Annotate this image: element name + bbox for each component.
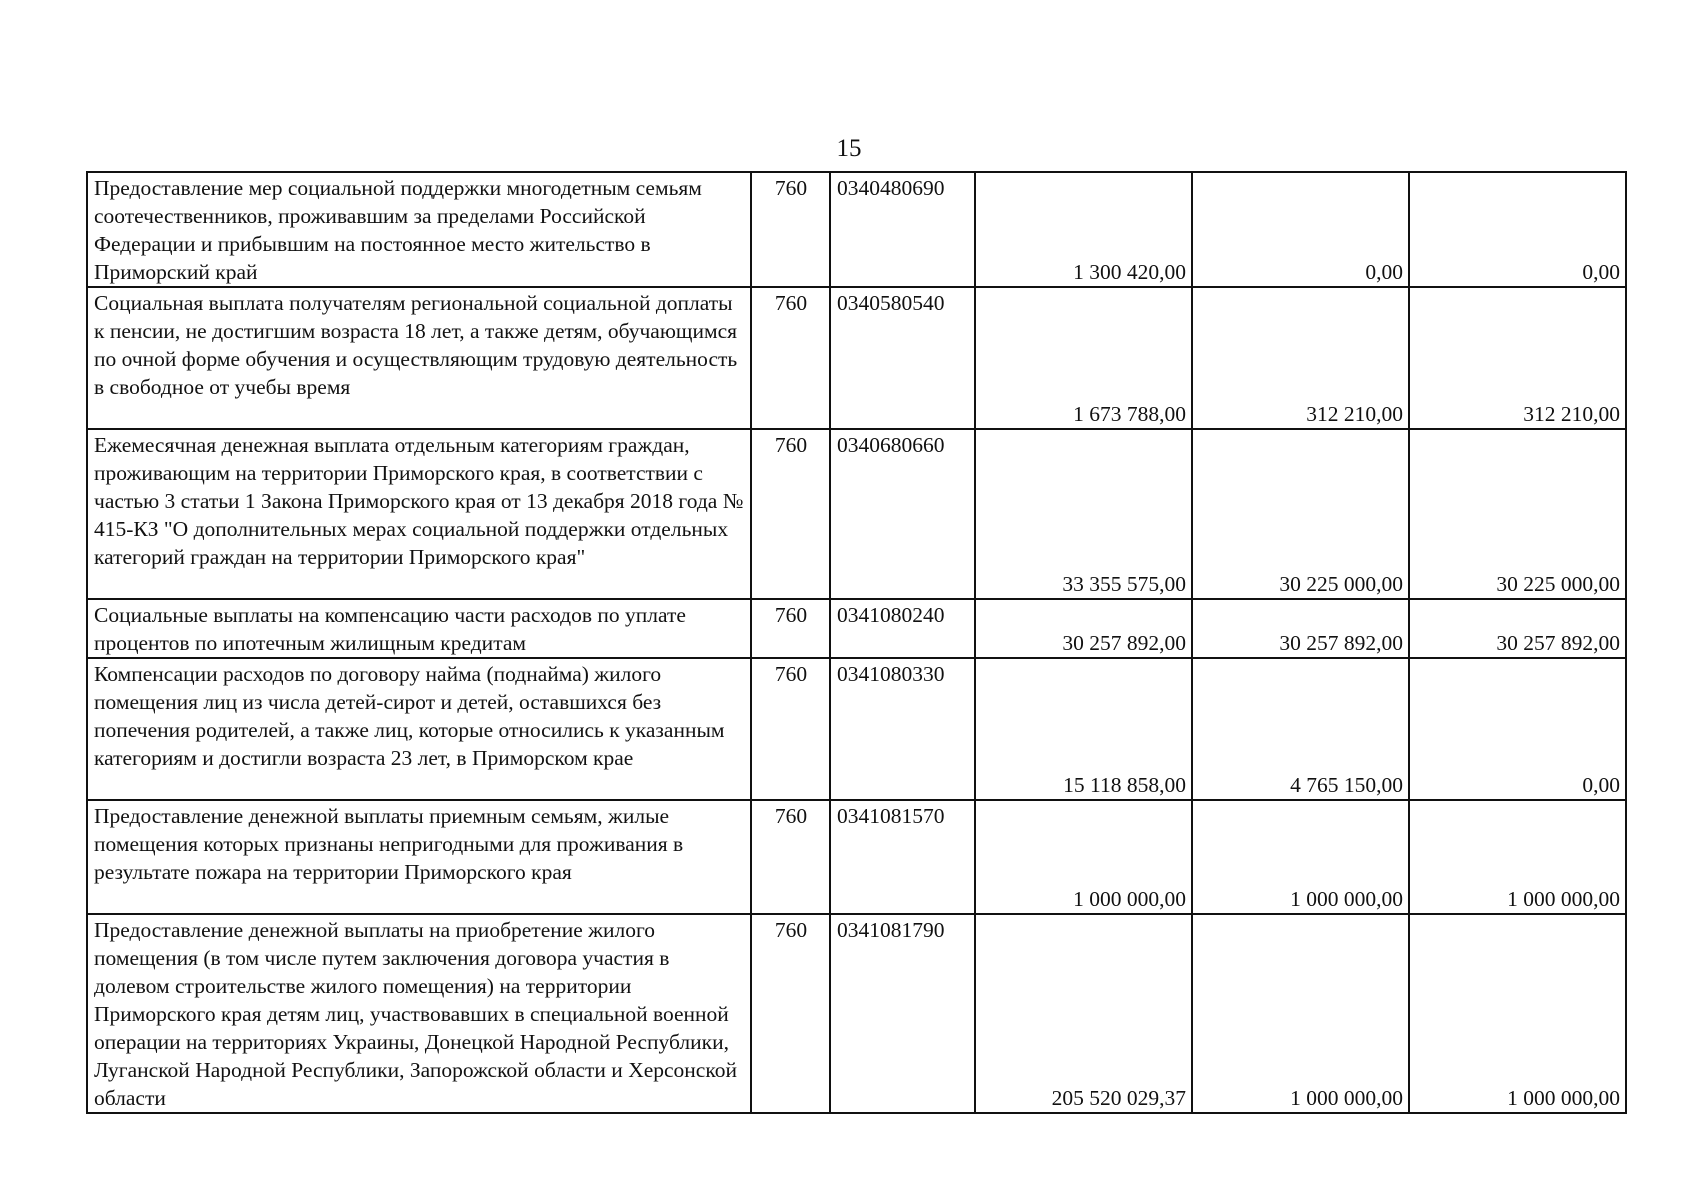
row-name: Социальная выплата получателям региональной социальной доплаты к пенсии, не достигшим возраста 18 лет, а также детям, обучающимся по очной форме обучения и осуществляющим трудовую деятельность в свободное от учебы время: [87, 287, 751, 429]
target-article-code: 0340480690: [830, 172, 975, 287]
amount-3: 312 210,00: [1409, 287, 1626, 429]
amount-1: 205 520 029,37: [975, 914, 1192, 1113]
budget-table: [86, 171, 1627, 1114]
amount-2: 1 000 000,00: [1192, 800, 1409, 914]
amount-1: 1 673 788,00: [975, 287, 1192, 429]
ministry-code: 760: [751, 914, 830, 1113]
page-number: 15: [836, 135, 862, 162]
table-row: [87, 599, 1626, 658]
target-article-code: 0341080330: [830, 658, 975, 800]
ministry-code: 760: [751, 800, 830, 914]
amount-3: 1 000 000,00: [1409, 800, 1626, 914]
amount-1: 30 257 892,00: [975, 599, 1192, 658]
table-row: [87, 172, 1626, 287]
ministry-code: 760: [751, 658, 830, 800]
ministry-code: 760: [751, 429, 830, 599]
ministry-code: 760: [751, 172, 830, 287]
amount-1: 15 118 858,00: [975, 658, 1192, 800]
amount-1: 1 300 420,00: [975, 172, 1192, 287]
table-row: [87, 287, 1626, 429]
amount-2: 30 225 000,00: [1192, 429, 1409, 599]
target-article-code: 0341081790: [830, 914, 975, 1113]
table-row: [87, 429, 1626, 599]
target-article-code: 0341080240: [830, 599, 975, 658]
amount-3: 1 000 000,00: [1409, 914, 1626, 1113]
target-article-code: 0341081570: [830, 800, 975, 914]
amount-2: 312 210,00: [1192, 287, 1409, 429]
amount-3: 30 225 000,00: [1409, 429, 1626, 599]
ministry-code: 760: [751, 287, 830, 429]
amount-3: 30 257 892,00: [1409, 599, 1626, 658]
row-name: Социальные выплаты на компенсацию части расходов по уплате процентов по ипотечным жилищным кредитам: [87, 599, 751, 658]
row-name: Предоставление денежной выплаты приемным семьям, жилые помещения которых признаны непригодными для проживания в результате пожара на территории Приморского края: [87, 800, 751, 914]
amount-2: 0,00: [1192, 172, 1409, 287]
row-name: Компенсации расходов по договору найма (поднайма) жилого помещения лиц из числа детей-сирот и детей, оставшихся без попечения родителей, а также лиц, которые относились к указанным категориям и достигли возраста 23 лет, в Приморском крае: [87, 658, 751, 800]
row-name: Предоставление денежной выплаты на приобретение жилого помещения (в том числе путем заключения договора участия в долевом строительстве жилого помещения) на территории Приморского края детям лиц, участвовавших в специальной военной операции на территориях Украины, Донецкой Народной Республики, Луганской Народной Республики, Запорожской области и Херсонской области: [87, 914, 751, 1113]
row-name: Ежемесячная денежная выплата отдельным категориям граждан, проживающим на территории Приморского края, в соответствии с частью 3 статьи 1 Закона Приморского края от 13 декабря 2018 года № 415-КЗ "О дополнительных мерах социальной поддержки отдельных категорий граждан на территории Приморского края": [87, 429, 751, 599]
row-name: Предоставление мер социальной поддержки многодетным семьям соотечественников, проживавшим за пределами Российской Федерации и прибывшим на постоянное место жительство в Приморский край: [87, 172, 751, 287]
amount-2: 30 257 892,00: [1192, 599, 1409, 658]
ministry-code: 760: [751, 599, 830, 658]
table-row: [87, 658, 1626, 800]
amount-1: 1 000 000,00: [975, 800, 1192, 914]
target-article-code: 0340580540: [830, 287, 975, 429]
amount-2: 1 000 000,00: [1192, 914, 1409, 1113]
amount-3: 0,00: [1409, 172, 1626, 287]
amount-3: 0,00: [1409, 658, 1626, 800]
table-row: [87, 800, 1626, 914]
table-row: [87, 914, 1626, 1113]
amount-1: 33 355 575,00: [975, 429, 1192, 599]
target-article-code: 0340680660: [830, 429, 975, 599]
amount-2: 4 765 150,00: [1192, 658, 1409, 800]
